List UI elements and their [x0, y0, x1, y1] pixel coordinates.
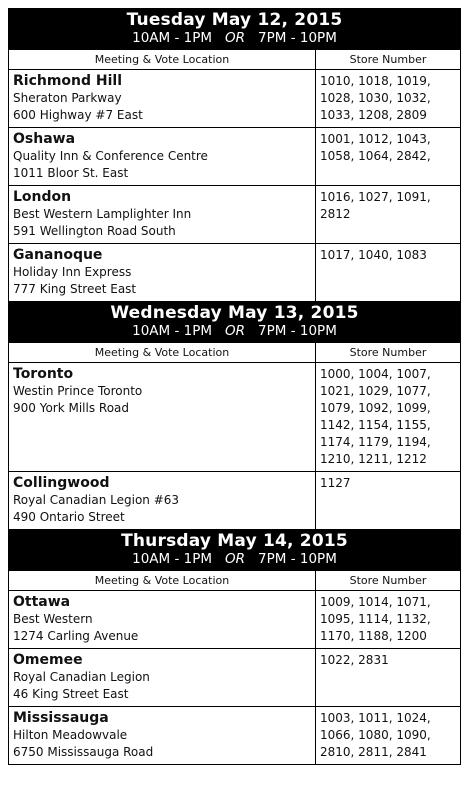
location-row: [9, 186, 461, 244]
location-address: 900 York Mills Road: [13, 401, 130, 415]
column-header-row: [9, 571, 461, 591]
location-row: [9, 591, 461, 649]
location-venue: Best Western Lamplighter Inn: [13, 207, 192, 221]
store-numbers: 1010, 1018, 1019, 1028, 1030, 1032, 1033, 1208, 2809: [316, 70, 461, 128]
store-numbers: 1003, 1011, 1024, 1066, 1080, 1090, 2810, 2811, 2841: [316, 707, 461, 765]
store-numbers: 1009, 1014, 1071, 1095, 1114, 1132, 1170, 1188, 1200: [316, 591, 461, 649]
day-header: [9, 302, 461, 343]
store-numbers: 1016, 1027, 1091, 2812: [316, 186, 461, 244]
time-evening: 7PM - 10PM: [258, 30, 337, 46]
location-city: Collingwood: [13, 475, 110, 491]
store-numbers: 1017, 1040, 1083: [316, 244, 461, 302]
schedule-body: [9, 9, 461, 765]
location-venue: Westin Prince Toronto: [13, 384, 143, 398]
column-header-store: Store Number: [316, 343, 461, 363]
location-row: [9, 244, 461, 302]
location-row: [9, 70, 461, 128]
location-venue: Quality Inn & Conference Centre: [13, 149, 208, 163]
time-morning: 10AM - 1PM: [132, 323, 213, 339]
time-or: OR: [225, 30, 246, 46]
meeting-schedule: [8, 8, 460, 765]
store-numbers: 1127: [316, 472, 461, 530]
location-address: 6750 Mississauga Road: [13, 745, 154, 759]
location-city: Gananoque: [13, 247, 103, 263]
store-numbers: 1001, 1012, 1043, 1058, 1064, 2842,: [316, 128, 461, 186]
day-times: [9, 30, 460, 49]
location-venue: Best Western: [13, 612, 93, 626]
location-address: 46 King Street East: [13, 687, 129, 701]
location-address: 777 King Street East: [13, 282, 137, 296]
day-title: Tuesday May 12, 2015: [126, 10, 343, 30]
location-address: 490 Ontario Street: [13, 510, 125, 524]
location-city: Omemee: [13, 652, 83, 668]
location-row: [9, 128, 461, 186]
store-numbers: 1000, 1004, 1007, 1021, 1029, 1077, 1079, 1092, 1099, 1142, 1154, 1155, 1174, 1179, 1194, 1210, 1211, 1212: [316, 363, 461, 472]
time-or: OR: [225, 323, 246, 339]
location-venue: Royal Canadian Legion #63: [13, 493, 180, 507]
column-header-store: Store Number: [316, 50, 461, 70]
store-numbers: 1022, 2831: [316, 649, 461, 707]
location-venue: Royal Canadian Legion: [13, 670, 150, 684]
location-address: 1274 Carling Avenue: [13, 629, 139, 643]
location-city: Toronto: [13, 366, 74, 382]
day-times: [9, 323, 460, 342]
schedule-table: [8, 8, 461, 765]
column-header-location: Meeting & Vote Location: [9, 571, 316, 591]
location-address: 600 Highway #7 East: [13, 108, 143, 122]
location-city: Richmond Hill: [13, 73, 123, 89]
column-header-location: Meeting & Vote Location: [9, 50, 316, 70]
location-venue: Holiday Inn Express: [13, 265, 132, 279]
column-header-store: Store Number: [316, 571, 461, 591]
column-header-row: [9, 50, 461, 70]
location-city: Oshawa: [13, 131, 76, 147]
location-row: [9, 472, 461, 530]
time-morning: 10AM - 1PM: [132, 551, 213, 567]
time-or: OR: [225, 551, 246, 567]
location-row: [9, 363, 461, 472]
location-row: [9, 707, 461, 765]
location-address: 1011 Bloor St. East: [13, 166, 129, 180]
day-header: [9, 9, 461, 50]
column-header-row: [9, 343, 461, 363]
location-city: Ottawa: [13, 594, 71, 610]
location-city: London: [13, 189, 72, 205]
day-times: [9, 551, 460, 570]
location-row: [9, 649, 461, 707]
day-header: [9, 530, 461, 571]
location-venue: Sheraton Parkway: [13, 91, 122, 105]
time-evening: 7PM - 10PM: [258, 323, 337, 339]
column-header-location: Meeting & Vote Location: [9, 343, 316, 363]
location-venue: Hilton Meadowvale: [13, 728, 128, 742]
day-title: Wednesday May 13, 2015: [110, 303, 359, 323]
location-address: 591 Wellington Road South: [13, 224, 176, 238]
time-morning: 10AM - 1PM: [132, 30, 213, 46]
time-evening: 7PM - 10PM: [258, 551, 337, 567]
day-title: Thursday May 14, 2015: [121, 531, 348, 551]
location-city: Mississauga: [13, 710, 109, 726]
